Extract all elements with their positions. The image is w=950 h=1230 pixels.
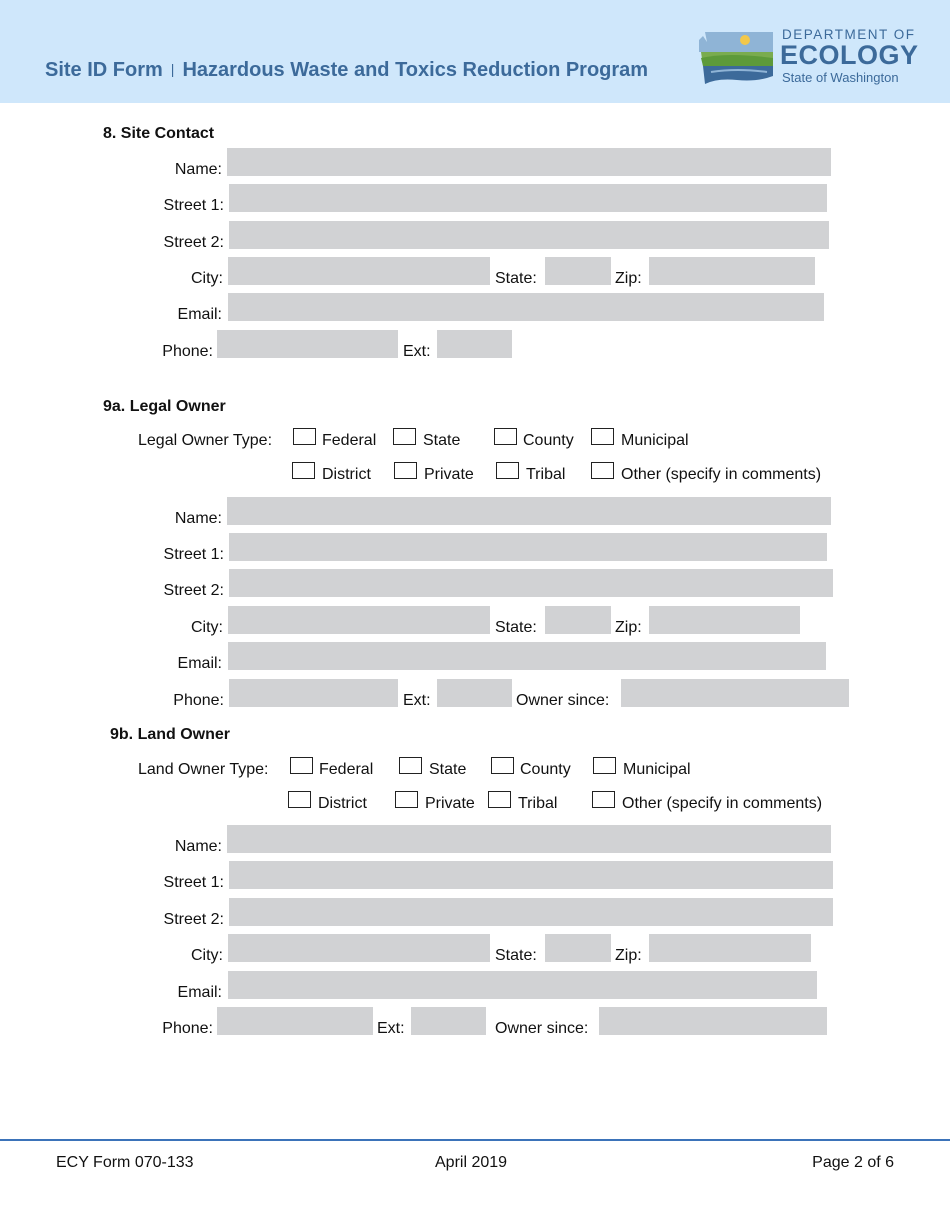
- site-contact-zip-label: Zip:: [615, 270, 642, 287]
- land-owner-title: 9b. Land Owner: [110, 726, 231, 743]
- department-label: DEPARTMENT OF: [782, 27, 916, 42]
- legal-owner-title: 9a. Legal Owner: [103, 398, 226, 415]
- land-owner-phone-input[interactable]: [217, 1007, 373, 1035]
- legal-owner-state-input[interactable]: [545, 606, 611, 634]
- page-header: [0, 0, 950, 103]
- legal-owner-phone-input[interactable]: [229, 679, 398, 707]
- legal-owner-county-label: County: [523, 432, 574, 449]
- legal-owner-street2-input[interactable]: [229, 569, 833, 597]
- state-label: State of Washington: [782, 70, 899, 85]
- legal-owner-city-input[interactable]: [228, 606, 490, 634]
- header-title: [45, 59, 648, 82]
- land-owner-district-checkbox[interactable]: [288, 791, 311, 808]
- footer-divider: [0, 1139, 950, 1141]
- site-contact-state-label: State:: [495, 270, 537, 287]
- title-separator: |: [170, 61, 175, 77]
- legal-owner-ext-input[interactable]: [437, 679, 512, 707]
- land-owner-ext-input[interactable]: [411, 1007, 486, 1035]
- land-owner-tribal-checkbox[interactable]: [488, 791, 511, 808]
- land-owner-since-label: Owner since:: [495, 1020, 589, 1037]
- legal-owner-type-label: Legal Owner Type:: [138, 432, 273, 449]
- legal-owner-tribal-label: Tribal: [526, 466, 566, 483]
- land-owner-city-input[interactable]: [228, 934, 490, 962]
- site-contact-city-label: City:: [191, 270, 223, 287]
- legal-owner-name-label: Name:: [174, 510, 222, 527]
- site-contact-phone-input[interactable]: [217, 330, 398, 358]
- form-name: Site ID Form: [45, 59, 163, 81]
- site-contact-phone-label: Phone:: [162, 343, 213, 360]
- land-owner-street1-label: Street 1:: [163, 874, 224, 891]
- site-contact-street2-label: Street 2:: [163, 234, 224, 251]
- site-contact-state-input[interactable]: [545, 257, 611, 285]
- legal-owner-federal-checkbox[interactable]: [293, 428, 316, 445]
- footer-date: April 2019: [435, 1154, 508, 1171]
- land-owner-municipal-checkbox[interactable]: [593, 757, 616, 774]
- ecology-label: ECOLOGY: [780, 40, 919, 70]
- washington-ecology-logo-icon: [697, 28, 777, 86]
- land-owner-email-label: Email:: [177, 984, 222, 1001]
- legal-owner-ext-label: Ext:: [403, 692, 431, 709]
- legal-owner-district-checkbox[interactable]: [292, 462, 315, 479]
- legal-owner-name-input[interactable]: [227, 497, 831, 525]
- legal-owner-municipal-label: Municipal: [621, 432, 689, 449]
- legal-owner-since-input[interactable]: [621, 679, 849, 707]
- legal-owner-tribal-checkbox[interactable]: [496, 462, 519, 479]
- site-contact-street2-input[interactable]: [229, 221, 829, 249]
- legal-owner-street1-label: Street 1:: [163, 546, 224, 563]
- legal-owner-federal-label: Federal: [322, 432, 377, 449]
- site-contact-zip-input[interactable]: [649, 257, 815, 285]
- footer-form-number: ECY Form 070-133: [56, 1154, 194, 1171]
- legal-owner-email-input[interactable]: [228, 642, 826, 670]
- land-owner-street1-input[interactable]: [229, 861, 833, 889]
- land-owner-federal-checkbox[interactable]: [290, 757, 313, 774]
- legal-owner-zip-label: Zip:: [615, 619, 642, 636]
- site-contact-ext-label: Ext:: [403, 343, 431, 360]
- land-owner-email-input[interactable]: [228, 971, 817, 999]
- land-owner-state-label: State: [429, 761, 467, 778]
- land-owner-street2-label: Street 2:: [163, 911, 224, 928]
- legal-owner-state-checkbox[interactable]: [393, 428, 416, 445]
- land-owner-tribal-label: Tribal: [518, 795, 558, 812]
- site-contact-street1-label: Street 1:: [163, 197, 224, 214]
- land-owner-private-label: Private: [425, 795, 475, 812]
- site-contact-email-label: Email:: [177, 306, 222, 323]
- legal-owner-municipal-checkbox[interactable]: [591, 428, 614, 445]
- site-contact-title: 8. Site Contact: [103, 125, 215, 142]
- legal-owner-private-label: Private: [424, 466, 474, 483]
- site-contact-street1-input[interactable]: [229, 184, 827, 212]
- land-owner-since-input[interactable]: [599, 1007, 827, 1035]
- land-owner-city-label: City:: [191, 947, 223, 964]
- land-owner-state-checkbox[interactable]: [399, 757, 422, 774]
- site-contact-name-input[interactable]: [227, 148, 831, 176]
- land-owner-municipal-label: Municipal: [623, 761, 691, 778]
- site-contact-city-input[interactable]: [228, 257, 490, 285]
- land-owner-other-checkbox[interactable]: [592, 791, 615, 808]
- land-owner-state-input[interactable]: [545, 934, 611, 962]
- land-owner-federal-label: Federal: [319, 761, 374, 778]
- land-owner-private-checkbox[interactable]: [395, 791, 418, 808]
- land-owner-street2-input[interactable]: [229, 898, 833, 926]
- land-owner-phone-label: Phone:: [162, 1020, 213, 1037]
- land-owner-zip-input[interactable]: [649, 934, 811, 962]
- site-contact-email-input[interactable]: [228, 293, 824, 321]
- legal-owner-other-checkbox[interactable]: [591, 462, 614, 479]
- legal-owner-street1-input[interactable]: [229, 533, 827, 561]
- land-owner-name-label: Name:: [174, 838, 222, 855]
- land-owner-county-checkbox[interactable]: [491, 757, 514, 774]
- legal-owner-private-checkbox[interactable]: [394, 462, 417, 479]
- legal-owner-since-label: Owner since:: [516, 692, 610, 709]
- land-owner-zip-label: Zip:: [615, 947, 642, 964]
- legal-owner-other-label: Other (specify in comments): [621, 466, 822, 483]
- land-owner-name-input[interactable]: [227, 825, 831, 853]
- legal-owner-state-label: State: [423, 432, 461, 449]
- legal-owner-email-label: Email:: [177, 655, 222, 672]
- site-contact-name-label: Name:: [174, 161, 222, 178]
- land-owner-ext-label: Ext:: [377, 1020, 405, 1037]
- legal-owner-county-checkbox[interactable]: [494, 428, 517, 445]
- program-name: Hazardous Waste and Toxics Reduction Program: [182, 59, 649, 81]
- legal-owner-city-label: City:: [191, 619, 223, 636]
- legal-owner-street2-label: Street 2:: [163, 582, 224, 599]
- legal-owner-phone-label: Phone:: [173, 692, 224, 709]
- land-owner-other-label: Other (specify in comments): [622, 795, 823, 812]
- legal-owner-state-label: State:: [495, 619, 537, 636]
- land-owner-state-label: State:: [495, 947, 537, 964]
- legal-owner-district-label: District: [322, 466, 371, 483]
- legal-owner-zip-input[interactable]: [649, 606, 800, 634]
- footer-page-number: Page 2 of 6: [812, 1154, 894, 1171]
- land-owner-type-label: Land Owner Type:: [138, 761, 269, 778]
- site-contact-ext-input[interactable]: [437, 330, 512, 358]
- land-owner-county-label: County: [520, 761, 571, 778]
- land-owner-district-label: District: [318, 795, 367, 812]
